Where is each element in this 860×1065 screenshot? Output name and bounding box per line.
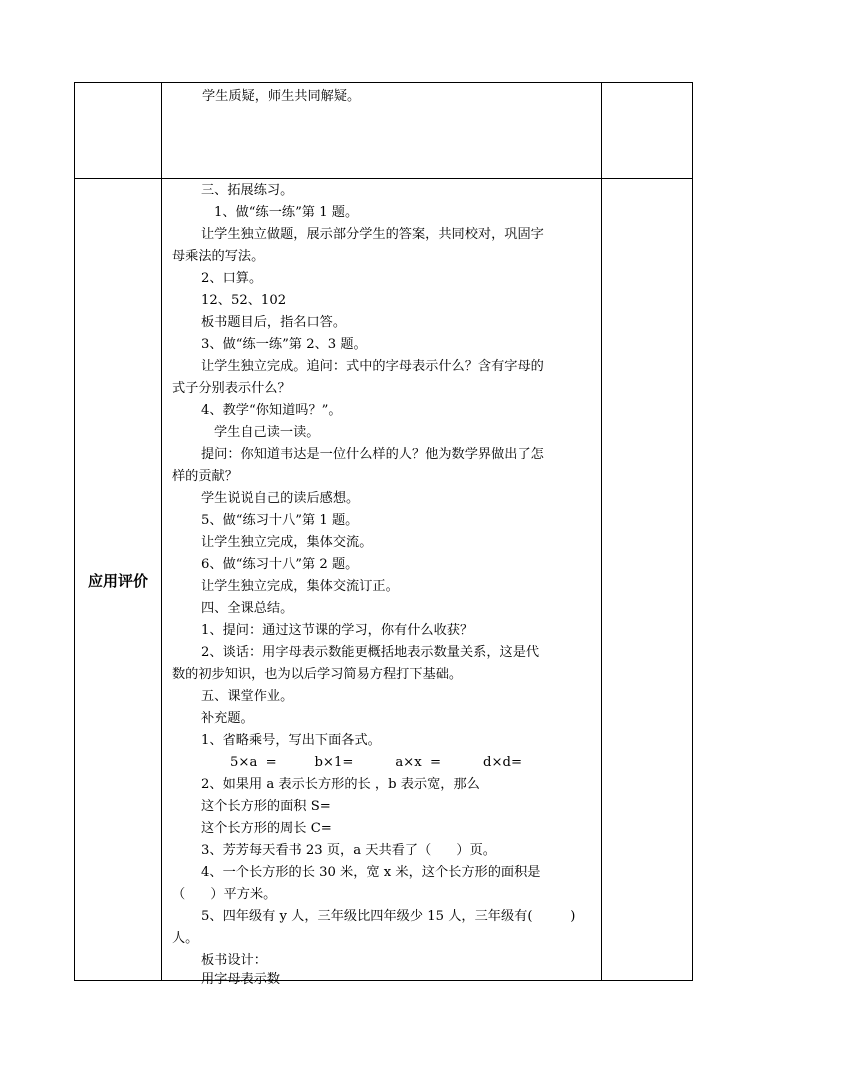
content-line: 这个长方形的周长 C= [201,821,332,836]
content-line: 3、芳芳每天看书 23 页，a 天共看了（ ）页。 [201,843,496,858]
content-line: 4、教学“你知道吗？”。 [201,403,342,418]
content-line: （ ）平方米。 [172,887,277,902]
content-line: 样的贡献？ [172,469,238,484]
content-line: 1、做“练一练”第 1 题。 [214,205,359,220]
section-label: 应用评价 [87,572,148,590]
content-line: 1、省略乘号，写出下面各式。 [201,733,381,748]
content-line: 母乘法的写法。 [172,249,265,264]
content-line: 5、四年级有 y 人，三年级比四年级少 15 人，三年级有( ) [201,909,576,924]
content-line: 12、52、102 [201,293,287,308]
content-line: 板书设计： [201,953,267,968]
row1-content-cell [162,83,601,178]
content-line: 让学生独立完成，集体交流订正。 [201,579,399,594]
content-line: 2、口算。 [201,271,263,286]
content-line: 2、如果用 a 表示长方形的长 ，b 表示宽，那么 [201,777,480,792]
content-line: 这个长方形的面积 S= [201,799,331,814]
content-line: 4、一个长方形的长 30 米，宽 x 米，这个长方形的面积是 [201,865,541,880]
content-line: 提问：你知道韦达是一位什么样的人？他为数学界做出了怎 [201,447,544,462]
content-line: 用字母表示数 [201,972,281,987]
content-line: 四、全课总结。 [201,601,294,616]
content-line: 三、拓展练习。 [201,183,294,198]
content-line: 让学生独立完成，集体交流。 [201,535,373,550]
content-line: 5、做“练习十八”第 1 题。 [201,513,359,528]
row2-label-cell [75,179,161,980]
content-line: 补充题。 [201,711,254,726]
row2-content-cell [162,179,601,987]
content-line: 3、做“练一练”第 2、3 题。 [201,337,367,352]
content-line: 1、提问：通过这节课的学习，你有什么收获？ [201,623,474,638]
content-line: 人。 [172,931,199,946]
content-line: 让学生独立做题，展示部分学生的答案，共同校对，巩固字 [201,227,544,242]
content-line: 让学生独立完成。追问：式中的字母表示什么？含有字母的 [201,359,544,374]
content-line: 板书题目后，指名口答。 [201,315,347,330]
content-line: 6、做“练习十八”第 2 题。 [201,557,359,572]
content-line: 学生自己读一读。 [214,425,320,440]
content-line: 2、谈话：用字母表示数能更概括地表示数量关系，这是代 [201,645,540,660]
content-line: 5×a = b×1= a×x = d×d= [230,755,522,770]
row1-text: 学生质疑，师生共同解疑。 [202,89,361,104]
content-line: 式子分别表示什么？ [172,381,291,396]
content-line: 学生说说自己的读后感想。 [201,491,360,506]
column-divider-2 [601,82,602,981]
table-right-border [692,82,693,981]
content-line: 五、课堂作业。 [201,689,294,704]
content-line: 数的初步知识，也为以后学习简易方程打下基础。 [172,667,463,682]
